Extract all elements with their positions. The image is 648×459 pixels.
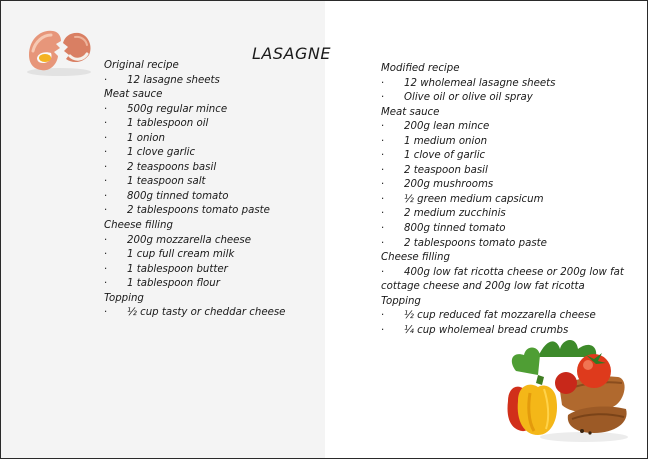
list-item: · 800g tinned tomato (381, 223, 506, 235)
list-item: · 2 tablespoons tomato paste (381, 237, 547, 249)
cheese-filling-heading: Cheese filling (104, 220, 173, 232)
meat-sauce-heading: Meat sauce (381, 106, 440, 118)
list-item: · 1 cup full cream milk (104, 249, 235, 261)
list-item: · 2 teaspoons basil (104, 161, 217, 173)
list-item: · 2 tablespoons tomato paste (104, 205, 270, 217)
modified-recipe-heading: Modified recipe (381, 63, 460, 74)
list-item: · 12 wholemeal lasagne sheets (381, 77, 556, 89)
list-item: · 1 clove of garlic (381, 150, 486, 162)
list-item: · 1 tablespoon flour (104, 278, 220, 290)
cheese-filling-heading: Cheese filling (381, 252, 450, 264)
list-item: · 200g lean mince (381, 121, 490, 133)
topping-heading: Topping (104, 292, 144, 304)
list-item: · 2 teaspoon basil (381, 164, 488, 176)
list-item: · 500g regular mince (104, 103, 228, 115)
original-recipe-column (104, 59, 319, 321)
list-item: · 800g tinned tomato (104, 190, 229, 202)
list-item: · Olive oil or olive oil spray (381, 92, 533, 104)
list-item: · 400g low fat ricotta cheese or 200g low fat cottage cheese and 200g low fat ricotta (381, 266, 624, 293)
list-item: · 12 lasagne sheets (104, 74, 220, 86)
recipe-title: LASAGNE (252, 44, 331, 63)
topping-heading: Topping (381, 295, 421, 307)
list-item: · ½ cup reduced fat mozzarella cheese (381, 310, 596, 322)
list-item: · 2 medium zucchinis (381, 208, 506, 220)
list-item: · ½ green medium capsicum (381, 193, 544, 205)
list-item: · 200g mozzarella cheese (104, 234, 252, 246)
original-recipe-heading: Original recipe (104, 60, 179, 71)
list-item: · ½ cup tasty or cheddar cheese (104, 307, 286, 319)
vegetable-bowl-image (498, 331, 632, 443)
list-item: · 1 tablespoon oil (104, 118, 209, 130)
modified-recipe-column (381, 62, 624, 338)
list-item: · ¼ cup wholemeal bread crumbs (381, 324, 569, 336)
list-item: · 1 medium onion (381, 135, 488, 147)
list-item: · 200g mushrooms (381, 179, 494, 191)
list-item: · 1 clove garlic (104, 147, 196, 159)
list-item: · 1 tablespoon butter (104, 263, 228, 275)
list-item: · 1 teaspoon salt (104, 176, 206, 188)
cracked-egg-image (23, 25, 95, 77)
meat-sauce-heading: Meat sauce (104, 89, 163, 101)
list-item: · 1 onion (104, 132, 165, 144)
